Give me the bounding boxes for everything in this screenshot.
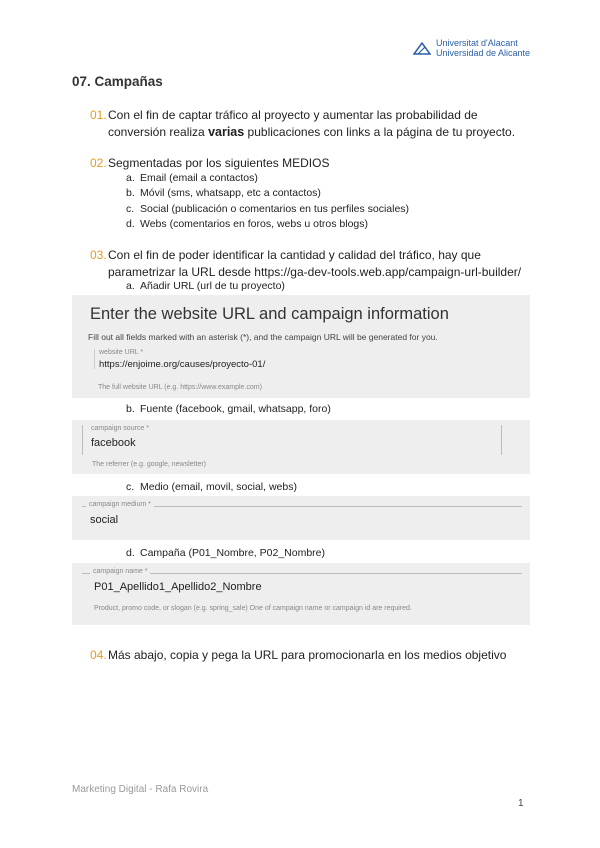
item-number: 02. <box>90 156 107 170</box>
item-text: Más abajo, copia y pega la URL para promocionarla en los medios objetivo <box>108 648 507 662</box>
university-logo-icon <box>413 41 431 55</box>
item-text: Con el fin de poder identificar la cantidad y calidad del tráfico, hay que parametrizar la URL desde https://ga-dev-tools.web.app/campaign-url-builder/ <box>108 248 522 279</box>
list-item-04 <box>90 647 530 664</box>
section-title: 07. Campañas <box>72 74 163 89</box>
website-url-field[interactable] <box>94 349 465 369</box>
field-label: campaign name * <box>90 568 150 575</box>
field-label: campaign source * <box>91 425 149 432</box>
field-value: https://enjoime.org/causes/proyecto-01/ <box>99 359 266 370</box>
list-item-01 <box>90 107 530 140</box>
subitem: b. Fuente (facebook, gmail, whatsapp, foro) <box>126 403 331 415</box>
item-text-after: publicaciones con links a la página de tu proyecto. <box>244 124 516 139</box>
item-number: 03. <box>90 248 107 262</box>
item-number: 04. <box>90 648 107 662</box>
campaign-source-field[interactable] <box>82 425 502 455</box>
campaign-medium-field[interactable]: social <box>90 514 119 526</box>
field-hint: The full website URL (e.g. https://www.example.com) <box>98 384 262 391</box>
list-item-02 <box>90 155 530 172</box>
university-logo <box>413 38 530 58</box>
logo-line-1: Universitat d'Alacant <box>436 38 518 48</box>
field-hint: The referrer (e.g. google, newsletter) <box>92 461 206 468</box>
campaign-name-screenshot <box>72 563 530 625</box>
field-label: campaign medium * <box>86 501 154 508</box>
field-value: facebook <box>91 437 136 449</box>
campaign-name-field[interactable]: P01_Apellido1_Apellido2_Nombre <box>94 581 262 593</box>
item-text: Segmentadas por los siguientes MEDIOS <box>108 156 330 170</box>
item-text: Con el fin de captar tráfico al proyecto y aumentar las probabilidad de conversión realiza <box>108 108 478 139</box>
item-bold-text: varias <box>208 124 245 139</box>
footer-text: Marketing Digital - Rafa Rovira <box>72 784 209 795</box>
field-label: website URL * <box>99 349 144 356</box>
subitem: c. Social (publicación o comentarios en tus perfiles sociales) <box>126 203 410 215</box>
campaign-medium-screenshot <box>72 496 530 540</box>
url-builder-screenshot <box>72 295 530 398</box>
campaign-source-screenshot <box>72 420 530 474</box>
subitem: c. Medio (email, movil, social, webs) <box>126 481 297 493</box>
logo-line-2: Universidad de Alicante <box>436 48 531 58</box>
subitem: a. Email (email a contactos) <box>126 172 258 184</box>
item-number: 01. <box>90 108 107 122</box>
form-intro: Fill out all fields marked with an asterisk (*), and the campaign URL will be generated for you. <box>88 332 438 342</box>
subitem: d. Webs (comentarios en foros, webs u otros blogs) <box>126 218 368 230</box>
page-number: 1 <box>518 798 524 809</box>
subitem: a. Añadir URL (url de tu proyecto) <box>126 280 285 292</box>
field-hint: Product, promo code, or slogan (e.g. spring_sale) One of campaign name or campaign id are required. <box>94 605 412 612</box>
form-heading: Enter the website URL and campaign information <box>90 305 449 323</box>
subitem: b. Móvil (sms, whatsapp, etc a contactos) <box>126 187 321 199</box>
list-item-03 <box>90 247 530 280</box>
subitem: d. Campaña (P01_Nombre, P02_Nombre) <box>126 547 326 559</box>
